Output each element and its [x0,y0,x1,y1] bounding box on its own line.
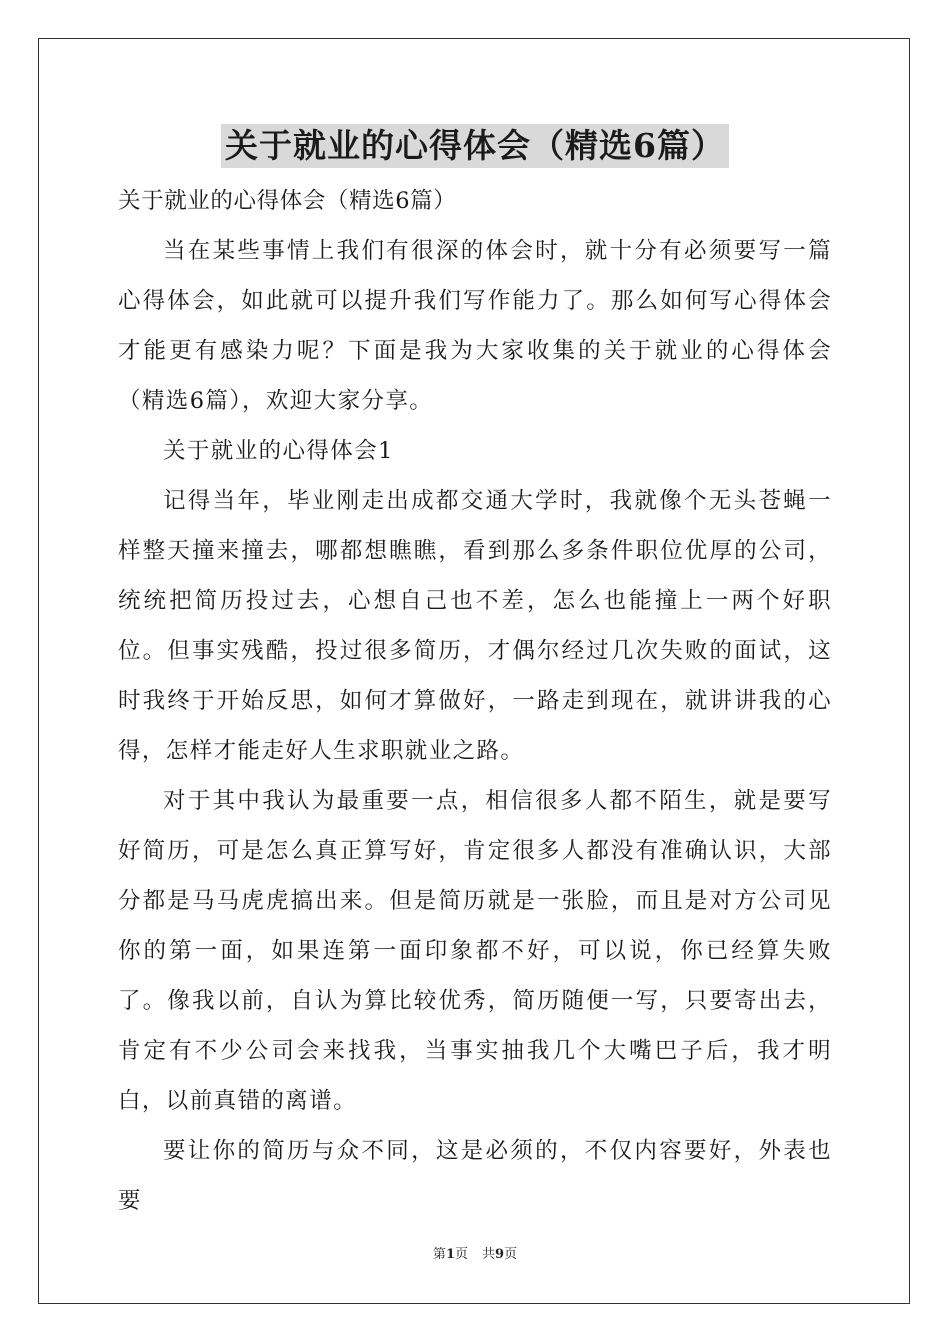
paragraph-intro: 当在某些事情上我们有很深的体会时，就十分有必须要写一篇心得体会，如此就可以提升我们写作能力了。那么如何写心得体会才能更有感染力呢？下面是我为大家收集的关于就业的心得体会（精选6篇），欢迎大家分享。 [118,238,832,414]
page-suffix: 页 [454,1247,468,1262]
document-subtitle: 关于就业的心得体会（精选6篇） [118,188,457,214]
document-body [118,176,832,1226]
section-heading: 关于就业的心得体会1 [163,438,394,464]
title-container [0,124,950,168]
page-footer [0,1246,950,1264]
total-suffix: 页 [504,1247,518,1262]
paragraph: 要让你的简历与众不同，这是必须的，不仅内容要好，外表也要 [118,1138,832,1214]
total-prefix: 共 [482,1247,496,1262]
page-prefix: 第 [432,1247,446,1262]
document-title: 关于就业的心得体会（精选6篇） [221,124,729,168]
paragraph: 记得当年，毕业刚走出成都交通大学时，我就像个无头苍蝇一样整天撞来撞去，哪都想瞧瞧，看到那么多条件职位优厚的公司，统统把简历投过去，心想自己也不差，怎么也能撞上一两个好职位。但事实残酷，投过很多简历，才偶尔经过几次失败的面试，这时我终于开始反思，如何才算做好，一路走到现在，就讲讲我的心得，怎样才能走好人生求职就业之路。 [118,488,832,764]
page-total: 9 [495,1247,505,1262]
paragraph: 对于其中我认为最重要一点，相信很多人都不陌生，就是要写好简历，可是怎么真正算写好，肯定很多人都没有准确认识，大部分都是马马虎虎搞出来。但是简历就是一张脸，而且是对方公司见你的第一面，如果连第一面印象都不好，可以说，你已经算失败了。像我以前，自认为算比较优秀，简历随便一写，只要寄出去，肯定有不少公司会来找我，当事实抽我几个大嘴巴子后，我才明白，以前真错的离谱。 [118,788,832,1114]
page-current: 1 [445,1247,455,1262]
